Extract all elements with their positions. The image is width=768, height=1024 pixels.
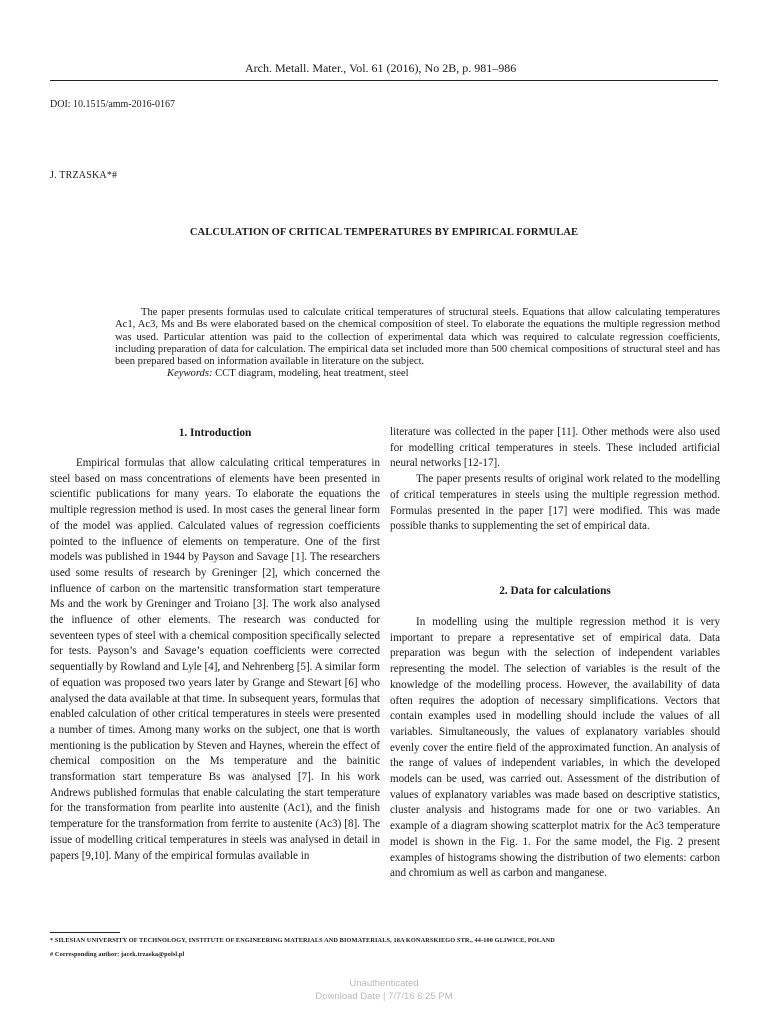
keywords-line <box>115 368 720 380</box>
download-watermark-date: Download Date | 7/7/16 6:25 PM <box>315 991 453 1002</box>
doi[interactable]: DOI: 10.1515/amm-2016-0167 <box>50 99 175 110</box>
section-heading-data: 2. Data for calculations <box>499 585 611 597</box>
abstract-text: The paper presents formulas used to calculate critical temperatures of structural steels. Equations that allow calculating temperatures Ac1, Ac3, Ms and Bs were elaborated based on the chemical composition of steel. To elaborate the equations the multiple regression method was used. Particular attention was paid to the collection of experimental data which was required to calculate regression coefficients, including preparation of data for calculation. The empirical data set included more than 500 chemical compositions of structural steel and has been prepared based on information available in literature on the subject. <box>115 307 720 368</box>
paper-title: CALCULATION OF CRITICAL TEMPERATURES BY EMPIRICAL FORMULAE <box>189 227 579 238</box>
author-name: J. TRZASKA*# <box>50 170 118 181</box>
section-heading-introduction: 1. Introduction <box>178 427 252 439</box>
footnote-affiliation: * SILESIAN UNIVERSITY OF TECHNOLOGY, INSTITUTE OF ENGINEERING MATERIALS AND BIOMATERIALS, 18A KONARSKIEGO STR., 44-100 GLIWICE, POLAND <box>50 937 555 944</box>
intro-paragraph-1-continued: literature was collected in the paper [11]. Other methods were also used for modelling critical temperatures in steels. These included artificial neural networks [12-17]. <box>390 426 720 470</box>
left-column <box>50 456 380 864</box>
journal-citation: Arch. Metall. Mater., Vol. 61 (2016), No 2B, p. 981–986 <box>245 61 517 75</box>
header-divider <box>50 80 718 81</box>
download-watermark-status: Unauthenticated <box>349 978 419 989</box>
abstract <box>115 307 720 381</box>
intro-paragraph-1: Empirical formulas that allow calculating critical temperatures in steel based on mass concentrations of elements have been presented in scientific publications for many years. To elaborate the equations the multiple regression method is used. In most cases the general linear form of the model was applied. Calculated values of regression coefficients pointed to the influence of elements on temperature. One of the first models was published in 1944 by Payson and Savage [1]. The researchers used some results of research by Greninger [2], which concerned the influence of carbon on the martensitic transformation start temperature Ms and the work by Greninger and Troiano [3]. The work also analysed the influence of other elements. The research was conducted for seventeen types of steel with a chemical composition specifically selected for tests. Payson’s and Savage’s equation coefficients were corrected sequentially by Rowland and Lyle [4], and Nehrenberg [5]. A similar form of equation was proposed two years later by Grange and Stewart [6] who analysed the data available at that time. In subsequent years, formulas that enabled calculation of other critical temperatures in steels were presented a number of times. Among many works on the subject, one that is worth mentioning is the publication by Steven and Haynes, wherein the effect of chemical composition on the Ms temperature and the bainitic transformation start temperature Bs was analysed [7]. In his work Andrews published formulas that enable calculating the start temperature for the transformation from pearlite into austenite (Ac1), and the finish temperature for the transformation from ferrite to austenite (Ac3) [8]. The issue of modelling critical temperatures in steels was analysed in detail in papers [9,10]. Many of the empirical formulas available in <box>50 457 380 862</box>
keywords-list: CCT diagram, modeling, heat treatment, steel <box>215 368 409 380</box>
right-column-top <box>390 425 720 535</box>
right-column-bottom <box>390 615 720 882</box>
footnote-divider <box>50 932 120 933</box>
footnote-corresponding-author: # Corresponding author: jacek.trzaska@polsl.pl <box>50 951 185 958</box>
intro-paragraph-2: The paper presents results of original work related to the modelling of critical temperatures in steels using the multiple regression method. Formulas presented in the paper [17] were modified. This was made possible thanks to supplementing the set of empirical data. <box>390 473 720 533</box>
data-paragraph-1: In modelling using the multiple regression method it is very important to prepare a representative set of empirical data. Data preparation was begun with the selection of independent variables representing the model. The selection of variables is the result of the knowledge of the modelling process. However, the availability of data often requires the adoption of necessary simplifications. Vectors that contain examples used in modelling should include the values of all variables. Simultaneously, the values of explanatory variables should evenly cover the entire field of the approximated function. An analysis of the range of values of independent variables, in which the developed models can be used, was carried out. Assessment of the distribution of values of explanatory variables was made based on descriptive statistics, cluster analysis and histograms made for one or two variables. An example of a diagram showing scatterplot matrix for the Ac3 temperature model is shown in the Fig. 1. For the same model, the Fig. 2 present examples of histograms showing the distribution of two elements: carbon and chromium as well as carbon and manganese. <box>390 616 720 880</box>
keywords-label: Keywords: <box>167 368 213 380</box>
